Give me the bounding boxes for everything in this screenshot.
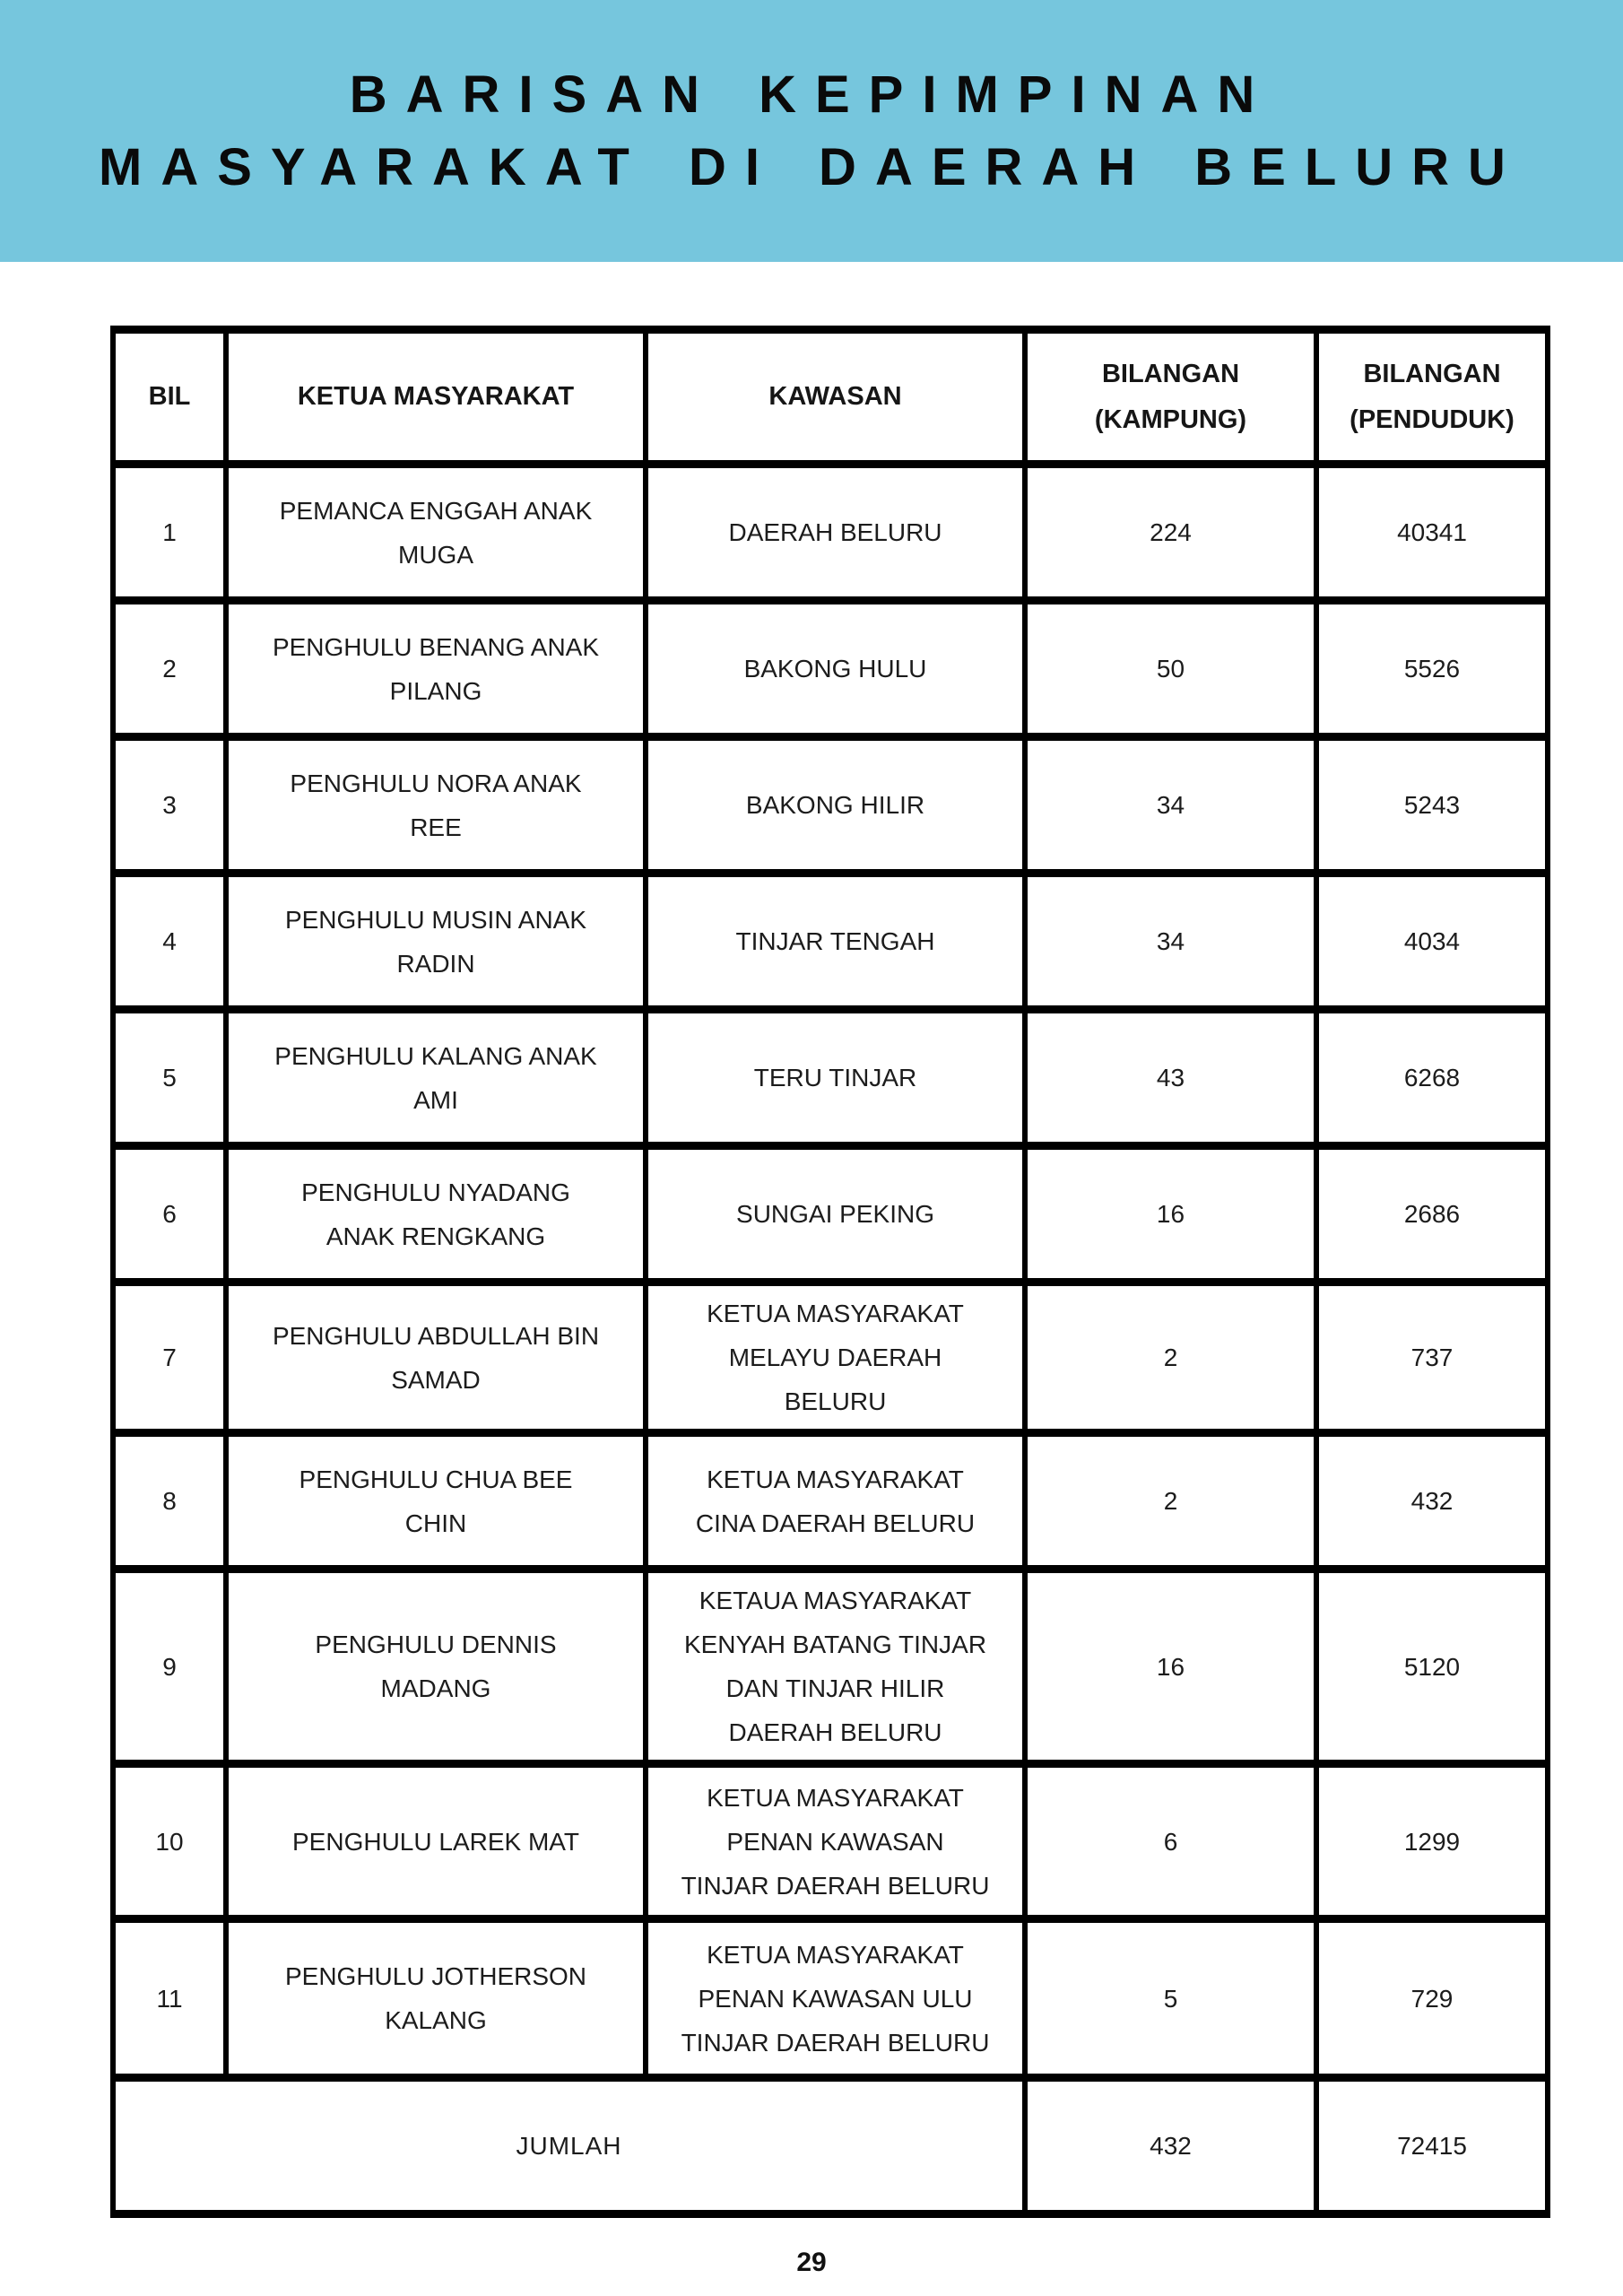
cell-bilangan-kampung: 2 (1025, 1283, 1316, 1433)
kawasan-text: KETUA MASYARAKAT MELAYU DAERAH BELURU (707, 1300, 964, 1415)
cell-bil: 7 (113, 1283, 226, 1433)
total-bilangan-penduduk: 72415 (1316, 2078, 1548, 2214)
ketua-text: PENGHULU NORA ANAK REE (290, 769, 582, 841)
ketua-text: PENGHULU BENANG ANAK PILANG (272, 632, 600, 705)
cell-ketua-masyarakat (226, 1283, 646, 1433)
cell-kawasan (646, 1433, 1025, 1570)
cell-bil: 2 (113, 601, 226, 737)
col-header-ketua-masyarakat: KETUA MASYARAKAT (226, 330, 646, 465)
kawasan-text: BAKONG HULU (743, 655, 927, 683)
table-row (113, 1919, 1548, 2078)
cell-bilangan-kampung: 34 (1025, 737, 1316, 874)
cell-ketua-masyarakat (226, 601, 646, 737)
cell-ketua-masyarakat (226, 1146, 646, 1283)
cell-bil: 1 (113, 465, 226, 601)
page-number: 29 (796, 2248, 827, 2277)
page-title-line2: MASYARAKAT DI DAERAH BELURU (99, 138, 1524, 196)
cell-ketua-masyarakat (226, 465, 646, 601)
cell-ketua-masyarakat (226, 1764, 646, 1919)
ketua-text: PENGHULU MUSIN ANAK RADIN (284, 905, 587, 978)
ketua-text: PEMANCA ENGGAH ANAK MUGA (279, 496, 593, 569)
kawasan-text: DAERAH BELURU (728, 518, 942, 546)
title-banner (0, 0, 1623, 262)
cell-bilangan-penduduk: 432 (1316, 1433, 1548, 1570)
cell-bil: 9 (113, 1570, 226, 1764)
cell-bilangan-kampung: 16 (1025, 1146, 1316, 1283)
cell-bil: 4 (113, 874, 226, 1010)
cell-ketua-masyarakat (226, 874, 646, 1010)
page-title-line1: BARISAN KEPIMPINAN (349, 65, 1274, 124)
cell-bilangan-penduduk: 5243 (1316, 737, 1548, 874)
kawasan-text: TERU TINJAR (753, 1064, 917, 1091)
total-label-cell: JUMLAH (113, 2078, 1025, 2214)
cell-bil: 6 (113, 1146, 226, 1283)
total-bilangan-kampung: 432 (1025, 2078, 1316, 2214)
cell-ketua-masyarakat (226, 1010, 646, 1146)
cell-bilangan-kampung: 16 (1025, 1570, 1316, 1764)
cell-ketua-masyarakat (226, 1919, 646, 2078)
table-total-row (113, 2078, 1548, 2214)
ketua-text: PENGHULU JOTHERSON KALANG (284, 1962, 587, 2034)
cell-bilangan-penduduk: 5120 (1316, 1570, 1548, 1764)
cell-kawasan (646, 601, 1025, 737)
cell-kawasan (646, 1146, 1025, 1283)
cell-bilangan-penduduk: 4034 (1316, 874, 1548, 1010)
ketua-text: PENGHULU LAREK MAT (292, 1827, 579, 1856)
cell-kawasan (646, 1283, 1025, 1433)
cell-bilangan-kampung: 43 (1025, 1010, 1316, 1146)
kawasan-text: KETUA MASYARAKAT PENAN KAWASAN TINJAR DAERAH BELURU (681, 1783, 990, 1900)
cell-bilangan-penduduk: 6268 (1316, 1010, 1548, 1146)
cell-bilangan-kampung: 50 (1025, 601, 1316, 737)
ketua-text: PENGHULU ABDULLAH BIN SAMAD (272, 1321, 600, 1394)
ketua-text: PENGHULU CHUA BEE CHIN (299, 1465, 573, 1537)
cell-bilangan-penduduk: 2686 (1316, 1146, 1548, 1283)
ketua-text: PENGHULU KALANG ANAK AMI (274, 1041, 597, 1114)
leadership-table (110, 326, 1550, 2218)
kawasan-text: KETUA MASYARAKAT PENAN KAWASAN ULU TINJAR DAERAH BELURU (681, 1940, 990, 2057)
cell-bil: 3 (113, 737, 226, 874)
ketua-text: PENGHULU NYADANG ANAK RENGKANG (301, 1178, 570, 1250)
cell-bilangan-kampung: 6 (1025, 1764, 1316, 1919)
table-row (113, 737, 1548, 874)
cell-bil: 5 (113, 1010, 226, 1146)
cell-bilangan-kampung: 224 (1025, 465, 1316, 601)
cell-bil: 8 (113, 1433, 226, 1570)
table-row (113, 1146, 1548, 1283)
table-row (113, 601, 1548, 737)
table-header-row (113, 330, 1548, 465)
table-row (113, 874, 1548, 1010)
cell-ketua-masyarakat (226, 1433, 646, 1570)
cell-ketua-masyarakat (226, 1570, 646, 1764)
table-row (113, 1570, 1548, 1764)
table-row (113, 1433, 1548, 1570)
col-header-bil: BIL (113, 330, 226, 465)
cell-kawasan (646, 874, 1025, 1010)
cell-bil: 11 (113, 1919, 226, 2078)
col-header-bilangan-penduduk: BILANGAN (PENDUDUK) (1316, 330, 1548, 465)
cell-bilangan-penduduk: 5526 (1316, 601, 1548, 737)
kawasan-text: KETUA MASYARAKAT CINA DAERAH BELURU (695, 1465, 976, 1537)
cell-kawasan (646, 1570, 1025, 1764)
cell-bilangan-penduduk: 729 (1316, 1919, 1548, 2078)
kawasan-text: BAKONG HILIR (745, 791, 925, 819)
cell-kawasan (646, 465, 1025, 601)
cell-bil: 10 (113, 1764, 226, 1919)
col-header-bilangan-kampung: BILANGAN (KAMPUNG) (1025, 330, 1316, 465)
cell-kawasan (646, 737, 1025, 874)
table-row (113, 1010, 1548, 1146)
cell-kawasan (646, 1919, 1025, 2078)
cell-bilangan-penduduk: 40341 (1316, 465, 1548, 601)
ketua-text: PENGHULU DENNIS MADANG (315, 1631, 557, 1702)
cell-bilangan-penduduk: 737 (1316, 1283, 1548, 1433)
cell-bilangan-kampung: 5 (1025, 1919, 1316, 2078)
col-header-kawasan: KAWASAN (646, 330, 1025, 465)
kawasan-text: SUNGAI PEKING (736, 1200, 934, 1228)
table-row (113, 1283, 1548, 1433)
table-row (113, 1764, 1548, 1919)
kawasan-text: KETAUA MASYARAKAT KENYAH BATANG TINJAR DAN TINJAR HILIR DAERAH BELURU (683, 1587, 987, 1746)
cell-kawasan (646, 1764, 1025, 1919)
cell-kawasan (646, 1010, 1025, 1146)
kawasan-text: TINJAR TENGAH (735, 927, 935, 955)
cell-ketua-masyarakat (226, 737, 646, 874)
cell-bilangan-kampung: 34 (1025, 874, 1316, 1010)
cell-bilangan-penduduk: 1299 (1316, 1764, 1548, 1919)
cell-bilangan-kampung: 2 (1025, 1433, 1316, 1570)
table-row (113, 465, 1548, 601)
